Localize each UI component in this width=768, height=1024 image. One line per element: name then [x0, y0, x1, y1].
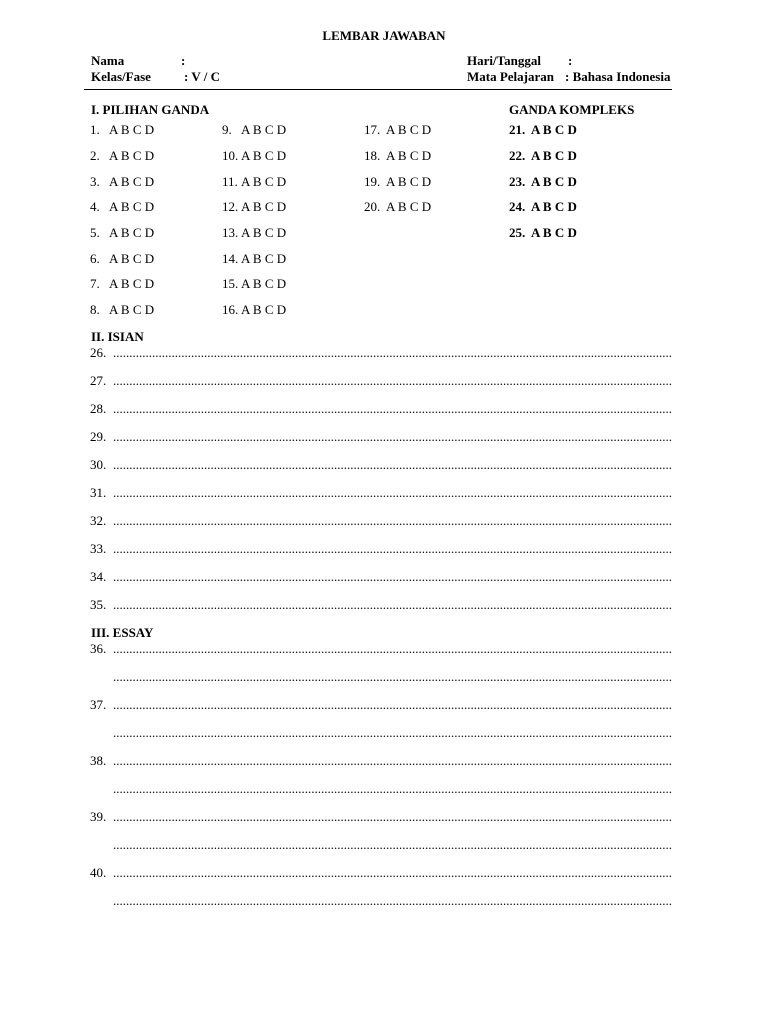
question-number: 12. [222, 199, 239, 214]
answer-options[interactable]: A B C D [109, 251, 155, 266]
question-number: 22. [509, 148, 526, 163]
question-number: 23. [509, 174, 526, 189]
essay-number: 40. [90, 865, 107, 880]
answer-options[interactable]: A B C D [531, 122, 577, 137]
answer-options[interactable]: A B C D [109, 148, 155, 163]
question-number: 15. [222, 276, 239, 291]
answer-line[interactable]: ............................................................................................................................................................................ [113, 514, 672, 527]
answer-line[interactable]: ............................................................................................................................................................................ [113, 782, 672, 795]
answer-options[interactable]: A B C D [241, 174, 287, 189]
nama-label: Nama [91, 53, 125, 68]
answer-options[interactable]: A B C D [531, 199, 577, 214]
kelas-label: Kelas/Fase [91, 69, 151, 84]
answer-options[interactable]: A B C D [531, 225, 577, 240]
answer-line[interactable]: ............................................................................................................................................................................ [113, 726, 672, 739]
hari-label: Hari/Tanggal [467, 53, 541, 68]
answer-options[interactable]: A B C D [109, 302, 155, 317]
isian-number: 32. [90, 513, 107, 528]
answer-line[interactable]: ............................................................................................................................................................................ [113, 430, 672, 443]
answer-options[interactable]: A B C D [386, 122, 432, 137]
section-isian: II. ISIAN [91, 329, 144, 344]
answer-options[interactable]: A B C D [109, 122, 155, 137]
isian-number: 28. [90, 401, 107, 416]
essay-number: 36. [90, 641, 107, 656]
question-number: 5. [90, 225, 100, 240]
question-number: 7. [90, 276, 100, 291]
question-number: 19. [364, 174, 381, 189]
answer-options[interactable]: A B C D [241, 302, 287, 317]
kelas-value: : V / C [184, 69, 220, 84]
question-number: 11. [222, 174, 238, 189]
question-number: 13. [222, 225, 239, 240]
answer-line[interactable]: ............................................................................................................................................................................ [113, 598, 672, 611]
hari-colon: : [568, 53, 573, 68]
question-number: 3. [90, 174, 100, 189]
answer-line[interactable]: ............................................................................................................................................................................ [113, 754, 672, 767]
question-number: 2. [90, 148, 100, 163]
answer-options[interactable]: A B C D [386, 199, 432, 214]
answer-options[interactable]: A B C D [109, 174, 155, 189]
nama-colon: : [181, 53, 186, 68]
question-number: 1. [90, 122, 100, 137]
isian-number: 30. [90, 457, 107, 472]
answer-line[interactable]: ............................................................................................................................................................................ [113, 374, 672, 387]
essay-number: 38. [90, 753, 107, 768]
section-essay: III. ESSAY [91, 625, 154, 640]
question-number: 14. [222, 251, 239, 266]
question-number: 18. [364, 148, 381, 163]
answer-line[interactable]: ............................................................................................................................................................................ [113, 642, 672, 655]
question-number: 16. [222, 302, 239, 317]
answer-options[interactable]: A B C D [386, 174, 432, 189]
isian-number: 27. [90, 373, 107, 388]
answer-options[interactable]: A B C D [241, 122, 287, 137]
question-number: 17. [364, 122, 381, 137]
answer-line[interactable]: ............................................................................................................................................................................ [113, 486, 672, 499]
mapel-value: : Bahasa Indonesia [565, 69, 671, 84]
answer-line[interactable]: ............................................................................................................................................................................ [113, 698, 672, 711]
isian-number: 34. [90, 569, 107, 584]
answer-line[interactable]: ............................................................................................................................................................................ [113, 894, 672, 907]
isian-number: 29. [90, 429, 107, 444]
section-ganda-kompleks: GANDA KOMPLEKS [509, 102, 635, 117]
answer-line[interactable]: ............................................................................................................................................................................ [113, 402, 672, 415]
question-number: 21. [509, 122, 526, 137]
answer-options[interactable]: A B C D [109, 199, 155, 214]
answer-options[interactable]: A B C D [241, 276, 287, 291]
section-pilihan-ganda: I. PILIHAN GANDA [91, 102, 210, 117]
essay-number: 37. [90, 697, 107, 712]
answer-line[interactable]: ............................................................................................................................................................................ [113, 542, 672, 555]
answer-options[interactable]: A B C D [241, 225, 287, 240]
answer-line[interactable]: ............................................................................................................................................................................ [113, 810, 672, 823]
question-number: 24. [509, 199, 526, 214]
answer-line[interactable]: ............................................................................................................................................................................ [113, 458, 672, 471]
answer-options[interactable]: A B C D [531, 148, 577, 163]
question-number: 25. [509, 225, 526, 240]
answer-options[interactable]: A B C D [386, 148, 432, 163]
essay-number: 39. [90, 809, 107, 824]
answer-options[interactable]: A B C D [241, 199, 287, 214]
answer-options[interactable]: A B C D [241, 148, 287, 163]
isian-number: 31. [90, 485, 107, 500]
answer-options[interactable]: A B C D [109, 276, 155, 291]
header-divider [84, 89, 672, 90]
answer-line[interactable]: ............................................................................................................................................................................ [113, 346, 672, 359]
answer-options[interactable]: A B C D [241, 251, 287, 266]
answer-options[interactable]: A B C D [109, 225, 155, 240]
isian-number: 33. [90, 541, 107, 556]
answer-line[interactable]: ............................................................................................................................................................................ [113, 670, 672, 683]
mapel-label: Mata Pelajaran [467, 69, 555, 84]
answer-options[interactable]: A B C D [531, 174, 577, 189]
question-number: 8. [90, 302, 100, 317]
answer-line[interactable]: ............................................................................................................................................................................ [113, 570, 672, 583]
question-number: 9. [222, 122, 232, 137]
question-number: 4. [90, 199, 100, 214]
answer-line[interactable]: ............................................................................................................................................................................ [113, 866, 672, 879]
page-title: LEMBAR JAWABAN [322, 28, 446, 43]
isian-number: 26. [90, 345, 107, 360]
question-number: 6. [90, 251, 100, 266]
isian-number: 35. [90, 597, 107, 612]
question-number: 10. [222, 148, 239, 163]
answer-line[interactable]: ............................................................................................................................................................................ [113, 838, 672, 851]
question-number: 20. [364, 199, 381, 214]
